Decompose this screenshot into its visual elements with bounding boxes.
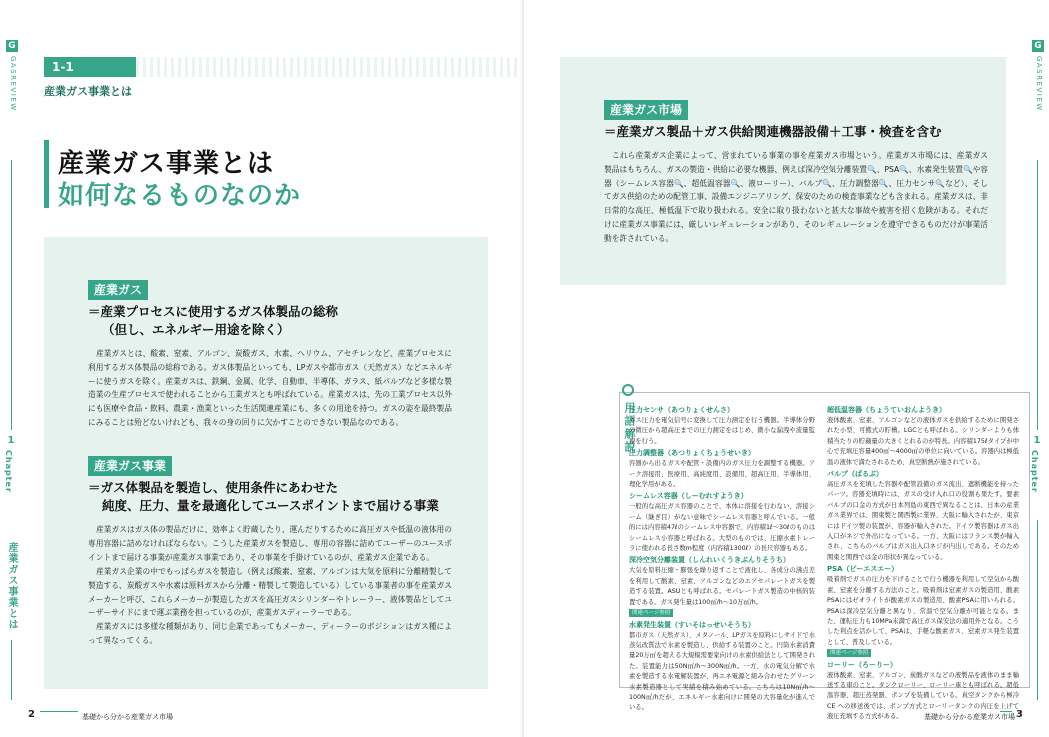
- section-number: 1-1: [52, 60, 74, 74]
- page-number: 3: [1016, 709, 1023, 720]
- chapter-number: 1: [1033, 435, 1041, 446]
- market-panel: [560, 57, 1006, 285]
- glossary-text: 液体酸素、窒素、アルゴンなどの液体ガスを供給するために開発された小型、可搬式の貯槽。LGCとも呼ばれる。シリンダーよりも体積当たりの貯蔵量の大きくとれるのが特長。内容積175ℓタイプが中心で充填圧容量400㎥〜4000㎥の単位に向いている。容器内は極低温の液体で満たされるため、真空断熱が施されている。: [827, 417, 1019, 466]
- market-head: ＝産業ガス製品＋ガス供給関連機器設備＋工事・検査を含む: [604, 124, 942, 139]
- glossary-col2: [827, 404, 1019, 723]
- right-side-strip: [1026, 0, 1049, 737]
- footer-rule: [40, 711, 78, 712]
- sec2-body1: 産業ガスはガス体の製品だけに、効率よく貯蔵したり、運んだりするために高圧ガスや低温の液体用の専用容器に詰めなければならない。こうした産業ガスを製造し、専用の容器に詰めてユーザーのユースポイントまで届ける事業が産業ガス事業であり、その事業を手掛けているのが、産業ガス企業である。: [88, 525, 452, 562]
- logo-letter: G: [1032, 40, 1044, 52]
- glossary-entry: [827, 404, 1019, 468]
- footer-text: 基礎から分かる産業ガス市場: [82, 713, 173, 721]
- chapter-label: Chapter: [1030, 450, 1039, 493]
- glossary-text: 吸着剤でガスの圧力を下げることで行う機器を利用して空気から酸素、窒素を分離する方法のこと。吸着剤は窒素ガスの製造用、酸素PSAにはゼオライトが酸素ガスの製造用、酸素PSAに用いられる。PSAは深冷空気分離と異なり、常温で空気分離が可能となる。また、運転圧力も10MPa未満で高圧ガス保安法の適用外となる。こうした利点を活かして、PSAは、手軽な酸素ガス、窒素ガス発生装置として、普及している。: [827, 576, 1019, 646]
- glossary-entry: [827, 468, 1019, 563]
- chapter-number: 1: [7, 435, 15, 446]
- sec1-body: 産業ガスとは、酸素、窒素、アルゴン、炭酸ガス、水素、ヘリウム、アセチレンなど、産業プロセスに利用するガス体製品の総称である。ガス体製品といっても、LPガスや都市ガス（天然ガス）などエネルギーに使うガスを除く。産業ガスは、鉄鋼、金属、化学、自動車、半導体、ガラス、紙パルプなど多様な製造業の生産プロセスで使われることから工業ガスとも呼ばれている。産業ガスは、先の工業プロセス以外にも医療や食品・飲料、農業・漁業といった生活関連産業にも、多くの用途を持つ。ガスの姿を最終製品にみることは殆どないけれども、我々の身の回りに欠かすことのできない製品なのである。: [88, 349, 452, 427]
- page-title-line2: 如何なるものなのか: [58, 181, 302, 211]
- glossary-entry: [629, 490, 815, 554]
- glossary-term: バルブ（ばるぶ）: [827, 470, 883, 479]
- ref-chip[interactable]: 関連ページ参照: [629, 609, 673, 617]
- sec1-head-line2: （但し、エネルギー用途を除く）: [102, 322, 290, 337]
- glossary-term: ローリー（ろーりー）: [827, 660, 897, 669]
- sec2-body2: 産業ガス企業の中でもっぱらガスを製造し（例えば酸素、窒素、アルゴンは大気を原料に分離精製して製造する、炭酸ガスや水素は原料ガスから分離・精製して製造している）している事業者の事を産業ガスメーカーと呼び、これらメーカーが製造したガスを高圧ガスシリンダーやトレーラー、液体製品としてユーザーサイドにまで運ぶ業務を担っているのが、産業ガスディーラーである。: [88, 567, 452, 618]
- glossary-term: 水素発生装置（すいそはっせいそうち）: [629, 620, 755, 629]
- glossary-term: 深冷空気分離装置（しんれいくうきぶんりそうち）: [629, 556, 790, 565]
- footer-text: 基礎から分かる産業ガス市場: [924, 713, 1015, 721]
- glossary-term: 圧力センサ（あつりょくせんさ）: [629, 406, 734, 414]
- page-title-line1: 産業ガス事業とは: [58, 149, 275, 179]
- brand-logo: [1032, 40, 1044, 145]
- title-accent-bar: [44, 140, 49, 208]
- right-page: [524, 0, 1049, 737]
- logo-letter: G: [6, 40, 18, 52]
- sec2-tag: 産業ガス事業: [88, 456, 172, 476]
- market-body: これら産業ガス企業によって、営まれている事業の事を産業ガス市場という。産業ガス市場には、産業ガス製品はもちろん、ガスの製造・供給に必要な機器、例えば深冷空気分離装置🔍、PSA🔍、水素発生装置🔍や容器（シームレス容器🔍、超低温容器🔍、液ローリー）、バルブ🔍、圧力調整器🔍、圧力センサ🔍など）、そしてガス供給のための配管工事、設備エンジニアリング、保安のための検査事業なども含まれる。産業ガスは、非日常的な高圧、極低温下で取り扱われる。安全に取り扱わないと甚大な事故や被害を招く危険がある。それだけに産業ガス事業には、厳しいレギュレーションがあり、そのレギュレーションを遵守できるものだけが事業活動を許されている。: [604, 151, 988, 243]
- glossary-text: 一般的な高圧ガス容器のことで、本体に溶接を行わない、溶接シーム（継ぎ目）がない意味でシームレス容器と呼んでいる。一般的には内容積47ℓのシームレス中容器で、内容積1ℓ〜30ℓのものはシームレス小容器と呼ばれる。大型のものでは、圧縮水素トレーラに使われる長さ数m程度（内容積1300ℓ）の長尺容器もある。: [629, 503, 815, 553]
- ref-chip[interactable]: 関連ページ参照: [827, 649, 871, 657]
- glossary-entry: [629, 554, 815, 618]
- sec1-tag: 産業ガス: [88, 280, 148, 300]
- glossary-term: PSA（ピーエスエー）: [827, 565, 899, 574]
- glossary-term: シームレス容器（しーむれすようき）: [629, 492, 748, 501]
- header-pattern: [136, 57, 531, 77]
- glossary-text: 液体酸素、窒素、アルゴン、炭酸ガスなどの液製品を液体のまま輸送する車のこと。タンクローリー、ローリー車とも呼ばれる。超低温容器、超圧蒸発器、ポンプを装備している。真空タンクから極冷CE への移送後では、ポンプ方式とローリータンクの内圧を上げて液圧充填する方式がある。: [827, 671, 1019, 721]
- sec2-head-line2: 純度、圧力、量を最適化してユースポイントまで届ける事業: [102, 498, 439, 513]
- glossary-text: ガス圧力を電気信号に変換して圧力測定を行う機器。半導体分野の微圧から超高圧までの圧力測定をはじめ、微小な漏洩や流量監視を行う。: [629, 417, 815, 445]
- magnifier-icon: [622, 384, 634, 396]
- chapter-label: Chapter: [4, 450, 13, 493]
- glossary-term: 超低温容器（ちょうていおんようき）: [827, 406, 946, 414]
- left-side-strip: [0, 0, 23, 737]
- footer-rule: [1000, 711, 1012, 712]
- glossary-entry: [629, 404, 815, 447]
- page-number: 2: [28, 709, 35, 720]
- chapter-title: 産業ガス事業とは: [6, 542, 17, 630]
- glossary-text: 高圧ガスを充填した容器や配管設備のガス流出、遮断機能を持ったパーツ。容器充填時には、ガスの受け入れ口の役割も果たす。要素バルブの口金の方式が日本列島の東西で異なることは、日本の産業ガス業界では、関東製と関西製に業界、大阪に輸入されたが、東京にはドイツ製の装置が、容器が輸入された。ドイツ製容器はガス出入口がネジで外出になっている。一方、大阪にはフランス製が輸入され、こちらのバルブはガス出入口ネジが内出しである。そのため関東と関西では金の形状が異なっている。: [827, 481, 1019, 561]
- sec1-head-line1: ＝産業プロセスに使用するガス体製品の総称: [88, 304, 339, 319]
- left-page: [0, 0, 524, 737]
- side-divider: [1037, 520, 1038, 700]
- glossary-term: 圧力調整器（あつりょくちょうせいき）: [629, 449, 755, 458]
- glossary-title: 用語解説: [623, 402, 636, 454]
- sec2-head-line1: ＝ガス体製品を製造し、使用条件にあわせた: [88, 480, 339, 495]
- section-subtitle: 産業ガス事業とは: [44, 85, 132, 98]
- side-divider: [11, 640, 12, 700]
- brand-logo: [6, 40, 18, 145]
- sec2-body3: 産業ガスには多様な種類があり、同じ企業であってもメーカー、ディーラーのポジションはガス種によって異なってくる。: [88, 622, 452, 645]
- glossary-col1: [629, 404, 815, 714]
- side-divider: [1037, 160, 1038, 430]
- content-panel: [44, 237, 488, 689]
- glossary-text: 都市ガス（天然ガス）、メタノール、LPガスを原料にしサイドで水蒸気改質法で水素を製造し、供給する装置のこと。円筒水素消費量20万㎥を超える大規模需要家向けの水素供給法として開発された。装置能力は50N㎥/h〜300N㎥/h。一方、水の電気分解で水素を製造する水電解装置が、再エネ電源と組み合わせたグリーン水素製造器として実績を積み始めている。こちらは10N㎥/h〜100N㎥/hだが、エネルギー水素向けに開発の大容量化が進んでいる。: [629, 631, 815, 712]
- logo-text: GASREVIEW: [1035, 56, 1043, 112]
- logo-text: GASREVIEW: [9, 56, 17, 112]
- market-tag: 産業ガス市場: [604, 100, 688, 120]
- glossary-text: 容器から出るガスや配管・設備内のガス圧力を調整する機器。アーク溶接用、医療用、高純度用、設備用、超高圧用、半導体用、理化学用がある。: [629, 460, 815, 489]
- section-number-tag: [44, 57, 136, 77]
- glossary-entry: [629, 447, 815, 490]
- glossary-text: 大気を原料圧縮・膨張を繰り返すことで液化し、各成分の沸点差を利用して酸素、窒素、アルゴンなどのエアセパレートガスを製造する装置。ASUとも呼ばれる。セパレートガス製造の中核的装置である。ガス発生量は100㎥/h〜10万㎥/h。: [629, 567, 815, 606]
- glossary-entry: [827, 563, 1019, 658]
- side-divider: [11, 160, 12, 430]
- glossary-entry: [629, 619, 815, 714]
